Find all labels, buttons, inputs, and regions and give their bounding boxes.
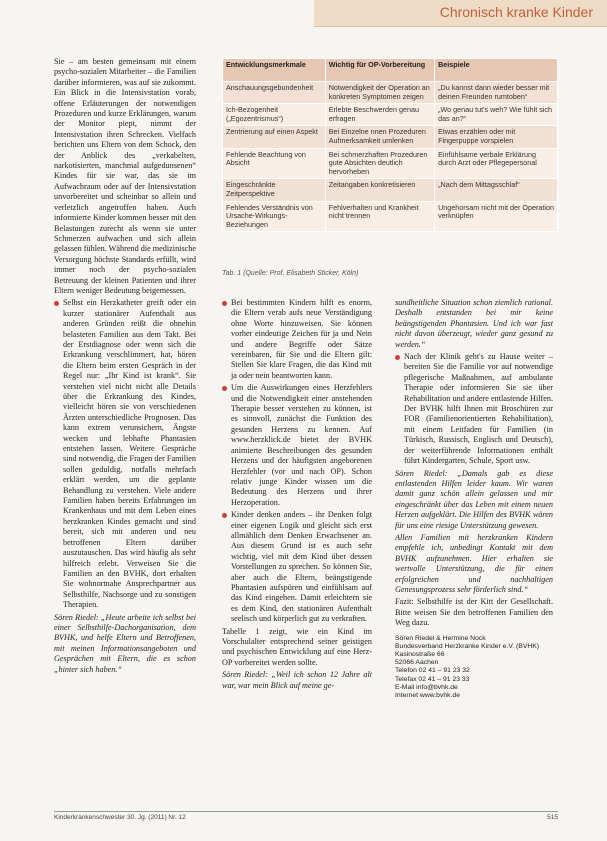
table-cell: Anschauungsgebundenheit	[223, 82, 326, 104]
section-title: Chronisch kranke Kinder	[439, 4, 593, 20]
table-row	[223, 82, 558, 104]
column-3	[395, 298, 553, 700]
quote-paragraph: Sören Riedel: „Weil ich schon 12 Jahre alt war, war mein Blick auf meine ge-	[222, 670, 372, 690]
table-cell: Ungehorsam nicht mit der Operation verknüpfen	[435, 201, 558, 232]
development-table	[222, 58, 558, 232]
table-cell: Erlebte Beschwerden genau erfragen	[325, 104, 434, 126]
column-2	[222, 298, 372, 693]
table-cell: „Wo genau tut's weh? Wie fühlt sich das an?“	[435, 104, 558, 126]
table-row	[223, 201, 558, 232]
bullet-paragraph: Selbst ein Herzkatheter greift oder ein kurzer stationärer Aufenthalt aus anderen Gründen reißt die ohnehin belasteten Familien aus dem Takt. Bei der Erstdiagnose oder wenn sich die Erkrankung verschlimmert, hat, hören die Eltern beim ersten Gespräch in der Regel nur: „Ihr Kind ist krank“. Sie verstehen viel nicht nicht alle Details über die Erkrankung des Kindes, vielleicht hören sie von verschiedenen Ärzten unterschiedliche Prognosen. Das kann extrem verunsichern, Ängste wecken und lebhafte Phantasien entstehen lassen. Weitere Gespräche sind notwendig, die Fragen der Familien sollen geduldig, notfalls mehrfach erklärt werden, um die geplante Behandlung zu verstehen. Viele andere Familien haben bereits Erfahrungen im Krankenhaus und mit dem Leben eines herzkranken Kindes gemacht und sind bereit, sich mit anderen und neu betroffenen Eltern darüber auszutauschen. Das wird häufig als sehr hilfreich erlebt. Verweisen Sie die Familien an den BVHK, dort erhalten Sie wohnortnahe Ansprechpartner aus Selbsthilfe, Nachsorge und zu sonstigen Therapien.	[54, 298, 196, 610]
table-cell: Zentrierung auf einen Aspekt	[223, 126, 326, 148]
contact-line: 52066 Aachen	[395, 659, 439, 667]
contact-line: E-Mail info@bvhk.de	[395, 683, 458, 691]
contact-line: Sören Riedel & Hermine Nock	[395, 634, 486, 642]
quote-paragraph: Sören Riedel: „Heute arbeite ich selbst bei einer Selbsthilfe-Dachorganisation, dem BVHK, und helfe Eltern und Betroffenen, mit meinen Informationsangeboten und Gesprächen mit Eltern, die es schon „hinter sich haben.“	[54, 612, 196, 674]
table-cell: Fehlendes Verständnis von Ursache-Wirkungs-Beziehungen	[223, 201, 326, 232]
paragraph: Tabelle 1 zeigt, wie ein Kind im Vorschulalter entsprechend seiner geistigen und psychischen Entwicklung auf eine Herz-OP vorbereitet werden sollte.	[222, 626, 372, 667]
table-header-cell: Wichtig für OP-Vorbereitung	[325, 59, 434, 82]
contact-block	[395, 635, 553, 701]
table-cell: Notwendigkeit der Operation an konkreten Symptomen zeigen	[325, 82, 434, 104]
table-header-row	[223, 59, 558, 82]
table-cell: Eingeschränkte Zeitperspektive	[223, 179, 326, 201]
table-row	[223, 179, 558, 201]
bullet-paragraph: Nach der Klinik geht's zu Hause weiter – bereiten Sie die Familie vor auf notwendige pflegerische Maßnahmen, auf ambulante Therapie oder informieren Sie sie über Rehabilitation und andere entlastende Hilfen. Der BVHK hilft Ihnen mit Broschüren zur FOR (Familienorientierten Rehabilitation), mit einem Leitfaden für Familien (in Türkisch, Russisch, Englisch und Deutsch), der weiterführende Informationen enthält führt Kindergarten, Schule, Sport usw.	[395, 352, 553, 466]
bullet-paragraph: Kinder denken anders – ihr Denken folgt einer eigenen Logik und gleicht sich erst allmählich dem Denken Erwachsener an. Aus diesem Grund ist es auch sehr wichtig, viel mit dem Kind über dessen Vorstellungen zu sprechen. So können Sie, aber auch die Eltern, beängstigende Phantasien aufspüren und einfühlsam auf das Kind eingehen. Damit erleichtern sie es dem Kind, den stationären Aufenthalt seelisch und körperlich gut zu verkraften.	[222, 510, 372, 624]
table-row	[223, 104, 558, 126]
paragraph: Sie – am besten gemeinsam mit einem psycho-sozialen Mitarbeiter – die Familien darüber informieren, was auf sie zukommt. Ein Blick in die Intensivstation vorab, offene Erläuterungen der notwendigen Prozeduren und kurze Erklärungen, warum der Monitor piept, nimmt der Intensivstation ihren Schrecken. Vielfach berichten uns Eltern von dem Schock, den der Anblick des „verkabelten, narkotisierten, manchmal aufgedunsenen“ Kindes für sie war, das sie im Aufwachraum oder auf der Intensivstation unvorbereitet und scheinbar so allein und verletzlich angetroffen haben. Auch informierte Kinder kommen besser mit den Belastungen zurecht als wenn sie unter Schmerzen aufwachen und sich allein gelassen fühlen. Während die medizinische Versorgung höchste Standards erfüllt, wird immer noch der psycho-sozialen Betreuung der kleinen Patienten und ihrer Eltern weniger Bedeutung beigemessen.	[54, 57, 196, 295]
contact-line: Kasinostraße 66	[395, 651, 445, 658]
contact-line: Bundesverband Herzkranke Kinder e.V. (BVHK)	[395, 642, 540, 650]
bullet-paragraph: Um die Auswirkungen eines Herzfehlers und die Notwendigkeit einer anstehenden Therapie besser verstehen zu können, ist es sinnvoll, zunächst die Funktion des gesunden Herzens zu kennen. Auf www.herzklick.de bietet der BVHK animierte Beschreibungen des gesunden Herzens und der häufigsten angeborenen Herzfehler (vor und nach OP). Schon relativ junge Kinder wissen um die Bedeutung des Herzens und ihrer Herzoperation.	[222, 383, 372, 508]
table-cell: Zeitangaben konkretisieren	[325, 179, 434, 201]
page-number: 515	[547, 814, 558, 821]
section-header	[314, 0, 607, 27]
contact-line: Telefon 02 41 – 91 23 32	[395, 667, 470, 675]
table-cell: „Nach dem Mittagsschlaf“	[435, 179, 558, 201]
table-caption: Tab. 1 (Quelle: Prof. Elisabeth Sticker, Köln)	[222, 270, 359, 277]
table-cell: Fehlende Beachtung von Absicht	[223, 148, 326, 179]
journal-info: Kinderkrankenschwester 30. Jg. (2011) Nr. 12	[54, 814, 186, 821]
contact-line: Internet www.bvhk.de	[395, 692, 460, 700]
table-cell: Bei schmerzhaften Prozeduren gute Absichten deutlich hervorheben	[325, 148, 434, 179]
table-header-cell: Entwicklungsmerkmale	[223, 59, 326, 82]
table-cell: Fehlverhalten und Krankheit nicht trennen	[325, 201, 434, 232]
page-footer	[54, 811, 558, 824]
quote-paragraph: Sören Riedel: „Damals gab es diese entlastenden Hilfen leider kaum. Wir waren damit ganz schön allein gelassen und mir eingeschränkt über das Leben mit einem neuen Herzen aufgeklärt. Die Hilfen des BVHK wären für uns eine riesige Unterstützung gewesen.	[395, 468, 553, 530]
table-row	[223, 126, 558, 148]
column-1	[54, 57, 196, 677]
bullet-paragraph: Bei bestimmten Kindern hilft es enorm, die Eltern verab aufs neue Verständigung ohne Worte hinzuweisen. Sie können vorher eindeutige Zeichen für ja und Nein und andere Begriffe oder Sätze vereinbaren, für Sie und die Eltern gilt: Stellen Sie klare Fragen, die das Kind mit ja oder nein beantworten kann.	[222, 298, 372, 381]
conclusion-paragraph: Fazit: Selbsthilfe ist der Kitt der Gesellschaft. Bitte weisen Sie den betroffenen Familien den Weg dazu.	[395, 597, 553, 628]
table-cell: Bei Einzelne nnen Prozeduren Aufmerksamkeit umlenken	[325, 126, 434, 148]
table-cell: Etwas erzählen oder mit Fingerpuppe vorspielen	[435, 126, 558, 148]
contact-line: Telefax 02 41 – 91 23 33	[395, 675, 470, 683]
table-cell: Ich-Bezogenheit („Egozentrismus“)	[223, 104, 326, 126]
quote-paragraph: Allen Familien mit herzkranken Kindern empfehle ich, unbedingt Kontakt mit dem BVHK aufzunehmen. Hier erhalten sie wertvolle Unterstützung, die für einen erfolgreichen und nachhaltigen Genesungsprozess sehr förderlich sind.“	[395, 532, 553, 594]
table-header-cell: Beispiele	[435, 59, 558, 82]
table-cell: „Du kannst dann wieder besser mit deinen Freunden rumtoben“	[435, 82, 558, 104]
quote-paragraph: sundheitliche Situation schon ziemlich rational. Deshalb entstanden bei mir keine beängstigenden Phantasien. Und ich war fast nicht davon überzeugt, wieder ganz gesund zu werden.“	[395, 298, 553, 349]
table-row	[223, 148, 558, 179]
table-cell: Einfühlsame verbale Erklärung durch Arzt oder Pflegepersonal	[435, 148, 558, 179]
